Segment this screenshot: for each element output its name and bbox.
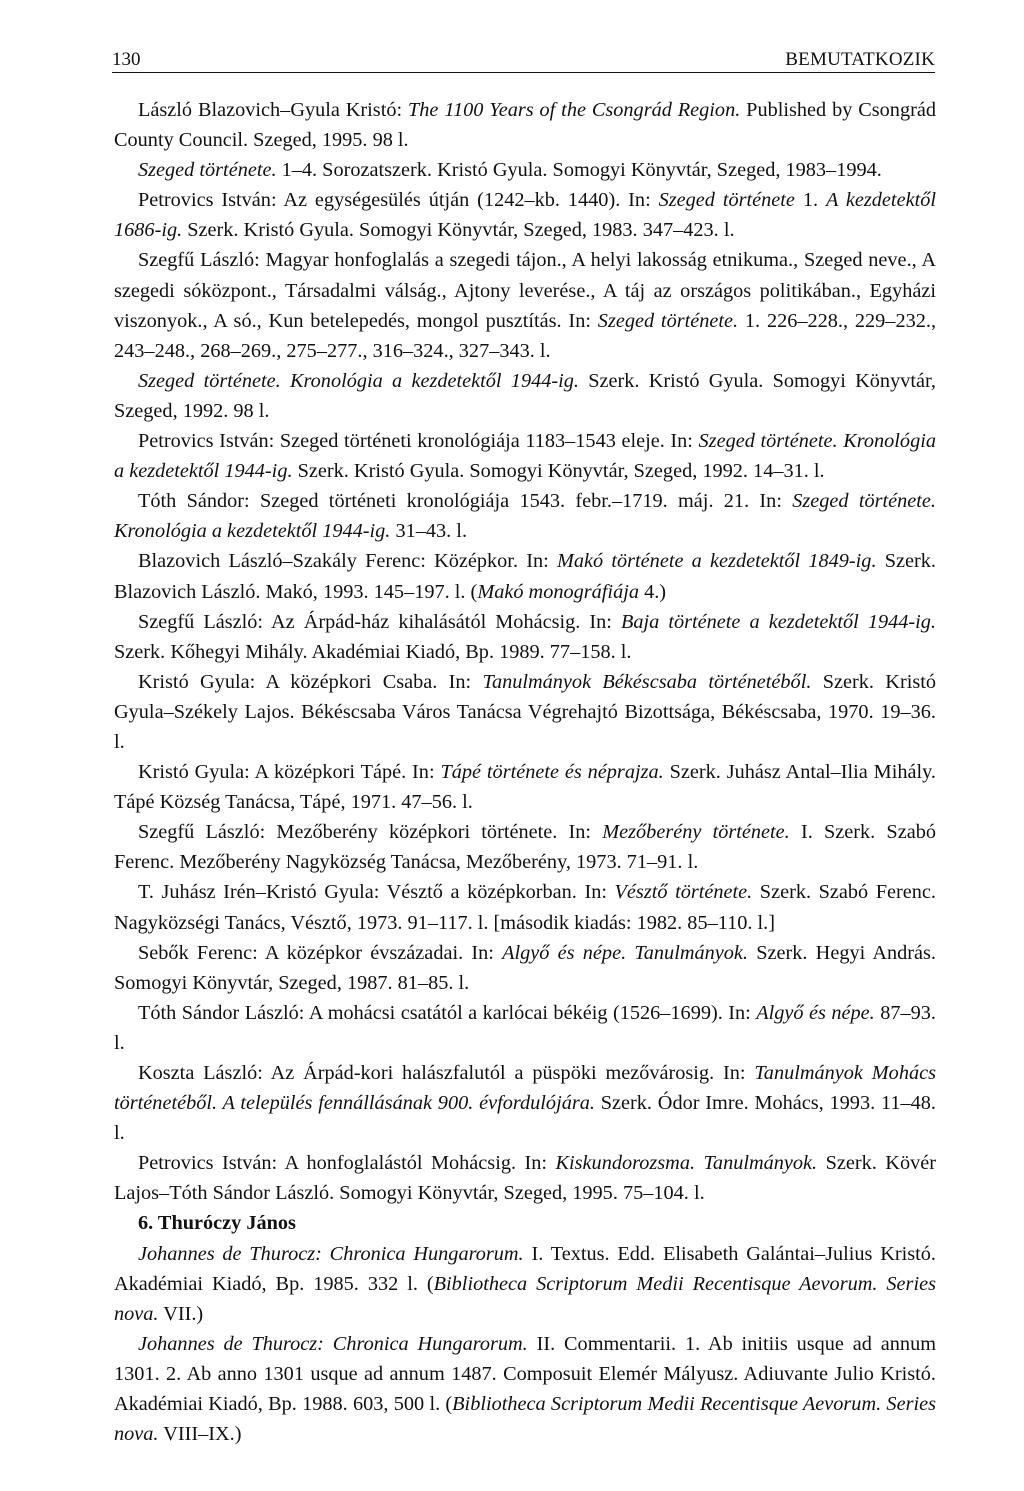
- entry-title-italic: Johannes de Thurocz: Chronica Hungarorum.: [138, 1332, 528, 1355]
- bibliography-entry: [114, 877, 936, 937]
- bibliography-entry: [114, 95, 936, 155]
- entry-text: Szerk. Kristó Gyula. Somogyi Könyvtár, Szeged, 1983. 347–423. l.: [182, 219, 735, 242]
- entry-title-italic: Szeged története. Kronológia a kezdetektől 1944-ig.: [114, 490, 937, 543]
- entry-text: Kristó Gyula: A középkori Csaba. In:: [138, 670, 483, 693]
- bibliography-entry: [114, 245, 936, 365]
- entry-title-italic: Johannes de Thurocz: Chronica Hungarorum.: [138, 1242, 524, 1265]
- entry-text: 87–93. l.: [114, 1001, 937, 1054]
- entry-title-italic: Szeged története.: [597, 309, 739, 332]
- entry-text: Szerk. Hegyi András. Somogyi Könyvtár, Szeged, 1987. 81–85. l.: [114, 941, 936, 994]
- entry-text: Tóth Sándor László: A mohácsi csatától a karlócai békéig (1526–1699). In:: [138, 1001, 757, 1024]
- entry-text: VIII–IX.): [158, 1423, 242, 1446]
- bibliography-entry: [114, 607, 936, 667]
- entry-text: I. Textus. Edd. Elisabeth Galántai–Julius Kristó. Akadémiai Kiadó, Bp. 1985. 332 l. (: [114, 1242, 937, 1295]
- bibliography-body: [114, 95, 936, 1449]
- entry-title-italic: Szeged története: [658, 189, 795, 212]
- entry-title-italic: Szeged története.: [138, 159, 277, 182]
- bibliography-entry: [114, 817, 936, 877]
- bibliography-entry: [114, 155, 936, 185]
- entry-text: Kristó Gyula: A középkori Tápé. In:: [138, 761, 441, 784]
- entry-text: Tóth Sándor: Szeged történeti kronológiája 1543. febr.–1719. máj. 21. In:: [138, 490, 793, 513]
- bibliography-entry: [114, 366, 936, 426]
- entry-title-italic: Tanulmányok Mohács történetéből. A település fennállásának 900. évfordulójára.: [114, 1062, 936, 1115]
- entry-title-italic: Kiskundorozsma. Tanulmányok.: [555, 1152, 818, 1175]
- entry-text: Szerk. Ódor Imre. Mohács, 1993. 11–48. l.: [114, 1092, 936, 1145]
- bibliography-entry: [114, 546, 936, 606]
- entry-title-italic: Szeged története. Kronológia a kezdetektől 1944-ig.: [114, 430, 936, 483]
- page-number: 130: [112, 49, 141, 70]
- section-heading: 6. Thuróczy János: [138, 1212, 296, 1235]
- entry-text: 1. 226–228., 229–232., 243–248., 268–269., 275–277., 316–324., 327–343. l.: [114, 309, 937, 362]
- bibliography-entry: [114, 998, 936, 1058]
- entry-title-italic: Szeged története. Kronológia a kezdetektől 1944-ig.: [138, 369, 579, 392]
- entry-text: Petrovics István: A honfoglalástól Mohácsig. In:: [138, 1152, 556, 1175]
- bibliography-list: [114, 95, 936, 1208]
- entry-text: 4.): [639, 580, 667, 603]
- entry-title-italic: Algyő és népe.: [756, 1001, 875, 1024]
- entry-title-italic: Baja története a kezdetektől 1944-ig.: [620, 610, 936, 633]
- entry-text: Blazovich László–Szakály Ferenc: Középkor. In:: [138, 550, 557, 573]
- entry-text: Szerk. Blazovich László. Makó, 1993. 145–197. l. (: [114, 550, 936, 603]
- entry-text: Petrovics István: Szeged történeti kronológiája 1183–1543 eleje. In:: [138, 430, 699, 453]
- entry-text: Koszta László: Az Árpád-kori halászfalutól a püspöki mezővárosig. In:: [138, 1062, 755, 1084]
- bibliography-entry: [114, 1329, 936, 1449]
- running-header: [112, 49, 935, 73]
- entry-text: Szerk. Juhász Antal–Ilia Mihály. Tápé Község Tanácsa, Tápé, 1971. 47–56. l.: [114, 761, 937, 814]
- entry-text: Szegfű László: Mezőberény középkori története. In:: [138, 821, 603, 844]
- section-title: BEMUTATKOZIK: [785, 49, 935, 70]
- entry-title-italic: Algyő és népe. Tanulmányok.: [502, 941, 748, 964]
- bibliography-entry: [114, 185, 936, 245]
- entry-text: Published by Csongrád County Council. Szeged, 1995. 98 l.: [114, 99, 936, 152]
- bibliography-entry: [114, 757, 936, 817]
- bibliography-entry: [114, 667, 936, 757]
- entry-text: Szerk. Kőhegyi Mihály. Akadémiai Kiadó, Bp. 1989. 77–158. l.: [114, 640, 632, 663]
- entry-text: 1.: [794, 189, 826, 212]
- entry-text: Szegfű László: Az Árpád-ház kihalásától Mohácsig. In:: [138, 610, 621, 633]
- entry-text: 1–4. Sorozatszerk. Kristó Gyula. Somogyi Könyvtár, Szeged, 1983–1994.: [276, 159, 882, 182]
- entry-text: II. Commentarii. 1. Ab initiis usque ad annum 1301. 2. Ab anno 1301 usque ad annum 1487. Composuit Elemér Mályusz. Adiuvante Julio Kristó. Akadémiai Kiadó, Bp. 1988. 603, 500 l. (: [114, 1332, 936, 1416]
- entry-title-italic: A kezdetektől 1686-ig.: [114, 189, 936, 242]
- entry-title-italic: Bibliotheca Scriptorum Medii Recentisque Aevorum. Series nova.: [114, 1393, 936, 1446]
- entry-title-italic: Mezőberény története.: [602, 821, 790, 844]
- entry-text: Szegfű László: Magyar honfoglalás a szegedi tájon., A helyi lakosság etnikuma., Szeged neve., A szegedi sóközpont., Társadalmi válság., Ajtony leverése., A táj az országos politikában., Egyházi viszonyok., A só., Kun betelepedés, mongol pusztítás. In:: [114, 249, 936, 332]
- bibliography-entry: [114, 1239, 936, 1329]
- entry-title-italic: Tanulmányok Békéscsaba történetéből.: [482, 670, 812, 693]
- entry-text: 31–43. l.: [390, 520, 468, 543]
- entry-title-italic: Makó története a kezdetektől 1849-ig.: [556, 550, 877, 573]
- entry-text: László Blazovich–Gyula Kristó:: [138, 99, 409, 121]
- entry-title-italic: The 1100 Years of the Csongrád Region.: [408, 99, 741, 121]
- entry-text: Szerk. Kristó Gyula–Székely Lajos. Békéscsaba Város Tanácsa Végrehajtó Bizottsága, Békéscsaba, 1970. 19–36. l.: [114, 670, 937, 753]
- entry-title-italic: Makó monográfiája: [477, 580, 639, 603]
- entry-text: Szerk. Kövér Lajos–Tóth Sándor László. Somogyi Könyvtár, Szeged, 1995. 75–104. l.: [114, 1152, 936, 1205]
- entry-text: Szerk. Szabó Ferenc. Nagyközségi Tanács, Vésztő, 1973. 91–117. l. [második kiadás: 1982. 85–110. l.]: [114, 881, 936, 934]
- entry-text: I. Szerk. Szabó Ferenc. Mezőberény Nagyközség Tanácsa, Mezőberény, 1973. 71–91. l.: [114, 821, 936, 874]
- bibliography-entry: [114, 1058, 936, 1148]
- entry-text: Szerk. Kristó Gyula. Somogyi Könyvtár, Szeged, 1992. 98 l.: [114, 369, 937, 422]
- entry-title-italic: Bibliotheca Scriptorum Medii Recentisque Aevorum. Series nova.: [114, 1272, 936, 1325]
- bibliography-entry: [114, 1148, 936, 1208]
- entry-text: Petrovics István: Az egységesülés útján (1242–kb. 1440). In:: [138, 189, 659, 212]
- entry-text: VII.): [158, 1302, 204, 1325]
- bibliography-entry: [114, 426, 936, 486]
- bibliography-list-thuroczy: [114, 1239, 936, 1450]
- entry-text: T. Juhász Irén–Kristó Gyula: Vésztő a középkorban. In:: [138, 881, 615, 904]
- entry-text: Szerk. Kristó Gyula. Somogyi Könyvtár, Szeged, 1992. 14–31. l.: [292, 460, 825, 483]
- entry-title-italic: Vésztő története.: [614, 881, 753, 904]
- bibliography-entry: [114, 486, 936, 546]
- bibliography-entry: [114, 938, 936, 998]
- entry-text: Sebők Ferenc: A középkor évszázadai. In:: [138, 941, 503, 964]
- entry-title-italic: Tápé története és néprajza.: [440, 761, 664, 784]
